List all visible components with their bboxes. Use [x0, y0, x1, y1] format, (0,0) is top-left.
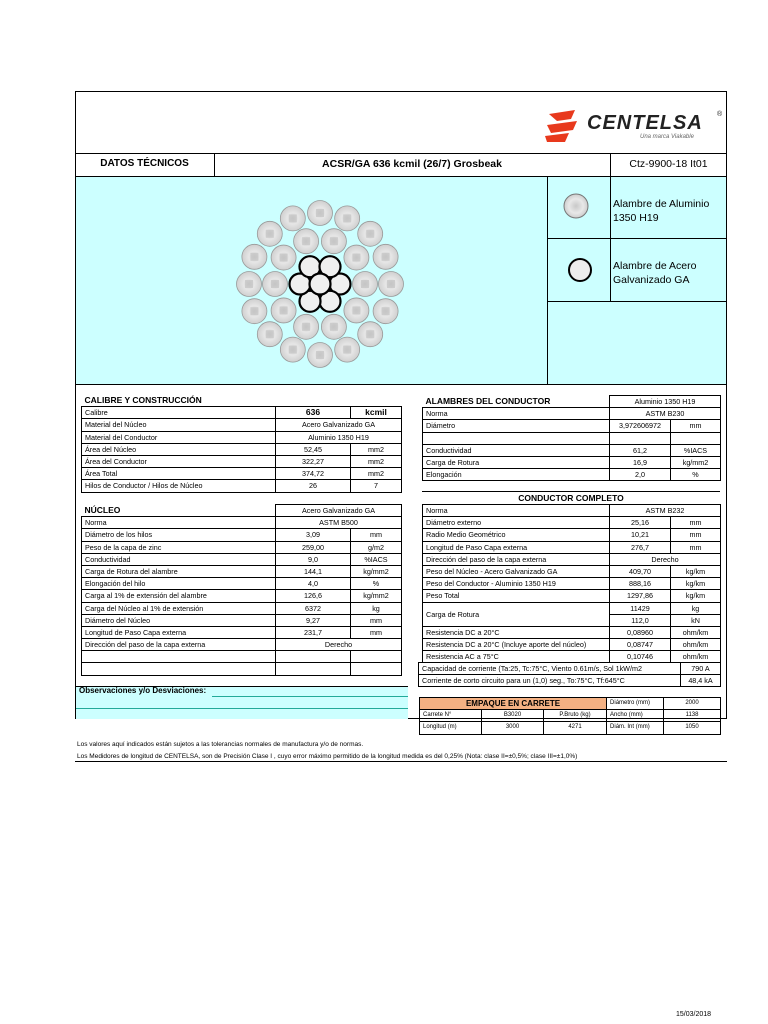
strand-highlight [366, 230, 374, 238]
alambres-value: ASTM B230 [610, 408, 721, 420]
calibre-value: 26 [276, 480, 351, 492]
completo-label: Peso del Conductor - Aluminio 1350 H19 [423, 578, 610, 590]
calibre-row [82, 468, 402, 480]
completo-row [423, 553, 721, 565]
completo-unit: mm [671, 529, 721, 541]
calibre-value: Aluminio 1350 H19 [276, 431, 402, 443]
calibre-label: Hilos de Conductor / Hilos de Núcleo [82, 480, 276, 492]
nucleo-row [82, 553, 402, 565]
completo-label: Diámetro externo [423, 517, 610, 529]
nucleo-value: 144,1 [276, 565, 351, 577]
nucleo-label: Norma [82, 517, 276, 529]
steel-strand [310, 274, 331, 295]
completo-label: Resistencia AC a 75°C [423, 651, 610, 663]
short-circuit-label: Corriente de corto circuito para un (1,0) seg., To:75°C, Tf:645°C [419, 675, 681, 687]
alambres-label: Conductividad [423, 444, 610, 456]
completo-value: 25,16 [610, 517, 671, 529]
empaque-diameter-value: 2000 [664, 698, 721, 710]
nucleo-label: Carga de Rotura del alambre [82, 565, 276, 577]
nucleo-row [82, 565, 402, 577]
legend-steel: Alambre de Acero Galvanizado GA [613, 260, 697, 286]
empaque-table [419, 697, 721, 735]
completo-label: Dirección del paso de la capa externa [423, 553, 610, 565]
completo-label: Norma [423, 505, 610, 517]
completo-label: Peso del Núcleo - Acero Galvanizado GA [423, 565, 610, 577]
product-title: ACSR/GA 636 kcmil (26/7) Grosbeak [322, 158, 502, 170]
nucleo-label: Dirección del paso de la capa externa [82, 639, 276, 651]
completo-title: CONDUCTOR COMPLETO [422, 491, 720, 504]
nucleo-title: NÚCLEO [82, 505, 276, 517]
observaciones-label: Observaciones y/o Desviaciones: [79, 686, 207, 695]
capacity-label: Capacidad de corriente (Ta:25, Tc:75°C, Viento 0.61m/s, Sol 1kW/m2 [419, 663, 681, 675]
alambres-label [423, 432, 610, 444]
calibre-value: 636 [276, 407, 351, 419]
completo-label: Resistencia DC a 20°C (Incluye aporte del núcleo) [423, 639, 610, 651]
strand-highlight [387, 280, 395, 288]
section-title: DATOS TÉCNICOS [100, 158, 189, 169]
completo-value: Derecho [610, 553, 721, 565]
brand-name: CENTELSA [587, 112, 703, 134]
alambres-row [423, 469, 721, 481]
completo-unit: mm [671, 541, 721, 553]
completo-value: 409,70 [610, 565, 671, 577]
brand-registered-mark: ® [717, 111, 723, 118]
calibre-value: 322,27 [276, 455, 351, 467]
completo-value: 1297,86 [610, 590, 671, 602]
strand-highlight [382, 253, 390, 261]
calibre-unit: 7 [351, 480, 402, 492]
nucleo-label: Carga del Núcleo al 1% de extensión [82, 602, 276, 614]
nucleo-value: 126,6 [276, 590, 351, 602]
nucleo-row [82, 602, 402, 614]
empaque-inner-diameter-label: Diám. Int (mm) [607, 722, 664, 734]
calibre-row [82, 480, 402, 492]
completo-unit: mm [671, 517, 721, 529]
alambres-unit [671, 432, 721, 444]
nucleo-label: Conductividad [82, 553, 276, 565]
strand-highlight [366, 330, 374, 338]
strand-highlight [250, 253, 258, 261]
completo-value: 0,08960 [610, 626, 671, 638]
brand-tagline: Una marca Viakable [640, 134, 694, 140]
empaque-width-label: Ancho (mm) [607, 710, 664, 722]
centelsa-logo [543, 106, 723, 146]
completo-label: Resistencia DC a 20°C [423, 626, 610, 638]
completo-value: 112,0 [610, 614, 671, 626]
calibre-label: Calibre [82, 407, 276, 419]
nucleo-unit: %IACS [351, 553, 402, 565]
nucleo-label: Carga al 1% de extensión del alambre [82, 590, 276, 602]
nucleo-table [81, 504, 402, 676]
strand-highlight [352, 306, 360, 314]
alambres-unit: % [671, 469, 721, 481]
steel-wire-icon [567, 257, 593, 283]
nucleo-label: Diámetro de los hilos [82, 529, 276, 541]
completo-unit: kg/km [671, 578, 721, 590]
nucleo-row [82, 614, 402, 626]
nucleo-row [82, 529, 402, 541]
peso-bruto-label: P.Bruto (kg) [544, 710, 607, 722]
nucleo-unit: g/m2 [351, 541, 402, 553]
calibre-label: Material del Núcleo [82, 419, 276, 431]
calibre-row [82, 419, 402, 431]
footer-date: 15/03/2018 [676, 1011, 712, 1018]
strand-highlight [250, 307, 258, 315]
calibre-label: Área Total [82, 468, 276, 480]
strand-highlight [245, 280, 253, 288]
nucleo-label: Diámetro del Núcleo [82, 614, 276, 626]
alambres-label: Carga de Rotura [423, 456, 610, 468]
nucleo-value: 4,0 [276, 578, 351, 590]
nucleo-label: Longitud de Paso Capa externa [82, 626, 276, 638]
nucleo-label: Elongación del hilo [82, 578, 276, 590]
completo-row [423, 626, 721, 638]
strand-highlight [343, 346, 351, 354]
alambres-row [423, 432, 721, 444]
peso-bruto-value: 4271 [544, 722, 607, 734]
calibre-unit: mm2 [351, 455, 402, 467]
nucleo-unit: kg [351, 602, 402, 614]
strand-highlight [343, 214, 351, 222]
nucleo-label: Peso de la capa de zinc [82, 541, 276, 553]
completo-unit: kg [671, 602, 721, 614]
completo-value: 11429 [610, 602, 671, 614]
short-circuit-value: 48,4 kA [681, 675, 721, 687]
alambres-value [610, 432, 671, 444]
completo-row [423, 565, 721, 577]
conductor-cross-section [230, 196, 415, 381]
nucleo-row [82, 590, 402, 602]
completo-row [423, 602, 721, 614]
longitud-label: Longitud (m) [420, 722, 482, 734]
strand-highlight [382, 307, 390, 315]
calibre-label: Área del Conductor [82, 455, 276, 467]
completo-unit: ohm/km [671, 651, 721, 663]
strand-highlight [280, 254, 288, 262]
nucleo-unit: mm [351, 626, 402, 638]
nucleo-row [82, 517, 402, 529]
completo-unit: kg/km [671, 565, 721, 577]
alambres-unit: %IACS [671, 444, 721, 456]
calibre-row [82, 431, 402, 443]
alambres-row [423, 420, 721, 432]
alambres-value: 61,2 [610, 444, 671, 456]
logo-icon [543, 108, 583, 144]
completo-value: 0,08747 [610, 639, 671, 651]
strand-highlight [352, 254, 360, 262]
completo-row [423, 529, 721, 541]
strand-highlight [302, 323, 310, 331]
completo-row [423, 541, 721, 553]
strand-highlight [271, 280, 279, 288]
calibre-value: 374,72 [276, 468, 351, 480]
completo-label: Carga de Rotura [423, 602, 610, 626]
calibre-label: Área del Núcleo [82, 443, 276, 455]
calibre-unit: kcmil [351, 407, 402, 419]
nucleo-value: 231,7 [276, 626, 351, 638]
calibre-row [82, 443, 402, 455]
document-code: Ctz-9900-18 It01 [629, 158, 708, 170]
carrete-value: B3020 [482, 710, 544, 722]
alambres-value: 3,972606972 [610, 420, 671, 432]
calibre-value: 52,45 [276, 443, 351, 455]
completo-value: 0,10746 [610, 651, 671, 663]
longitud-value: 3000 [482, 722, 544, 734]
strand-highlight [302, 237, 310, 245]
completo-unit: ohm/km [671, 639, 721, 651]
completo-label: Radio Medio Geométrico [423, 529, 610, 541]
alambres-label: Norma [423, 408, 610, 420]
alambres-unit: mm [671, 420, 721, 432]
nucleo-row [82, 578, 402, 590]
completo-value: ASTM B232 [610, 505, 721, 517]
nucleo-row [82, 626, 402, 638]
calibre-table [81, 395, 402, 493]
completo-label: Longitud de Paso Capa externa [423, 541, 610, 553]
alambres-material: Aluminio 1350 H19 [610, 396, 721, 408]
completo-value: 888,16 [610, 578, 671, 590]
completo-unit: ohm/km [671, 626, 721, 638]
completo-label: Peso Total [423, 590, 610, 602]
strand-highlight [266, 230, 274, 238]
strand-highlight [330, 323, 338, 331]
nucleo-value: ASTM B500 [276, 517, 402, 529]
aluminum-wire-icon [563, 193, 589, 219]
legend-aluminum: Alambre de Aluminio 1350 H19 [613, 198, 710, 224]
nucleo-material: Acero Galvanizado GA [276, 505, 402, 517]
strand-highlight [316, 209, 324, 217]
completo-row [423, 505, 721, 517]
nucleo-value: 259,00 [276, 541, 351, 553]
completo-table [422, 504, 721, 663]
empaque-width-value: 1138 [664, 710, 721, 722]
nucleo-value: 3,09 [276, 529, 351, 541]
completo-unit: kg/km [671, 590, 721, 602]
nucleo-unit: mm [351, 614, 402, 626]
alambres-value: 16,9 [610, 456, 671, 468]
nucleo-value: 9,0 [276, 553, 351, 565]
alambres-row [423, 444, 721, 456]
nucleo-unit: mm [351, 529, 402, 541]
strand-highlight [330, 237, 338, 245]
alambres-row [423, 408, 721, 420]
calibre-row [82, 407, 402, 419]
completo-row [423, 578, 721, 590]
strand-highlight [289, 214, 297, 222]
calibre-unit: mm2 [351, 443, 402, 455]
completo-row [423, 590, 721, 602]
empaque-title: EMPAQUE EN CARRETE [420, 698, 607, 710]
capacity-value: 790 A [681, 663, 721, 675]
calibre-value: Acero Galvanizado GA [276, 419, 402, 431]
calibre-title: CALIBRE Y CONSTRUCCIÓN [82, 395, 402, 407]
calibre-unit: mm2 [351, 468, 402, 480]
calibre-label: Material del Conductor [82, 431, 276, 443]
strand-highlight [280, 306, 288, 314]
nucleo-value: 6372 [276, 602, 351, 614]
empaque-diameter-label: Diámetro (mm) [607, 698, 664, 710]
alambres-label: Elongación [423, 469, 610, 481]
footer-note-1: Los valores aquí indicados están sujetos a las tolerancias normales de manufactura y/o de normas. [77, 741, 364, 748]
strand-highlight [361, 280, 369, 288]
alambres-title: ALAMBRES DEL CONDUCTOR [423, 396, 610, 408]
alambres-table [422, 395, 721, 481]
alambres-label: Diámetro [423, 420, 610, 432]
nucleo-row [82, 541, 402, 553]
alambres-row [423, 456, 721, 468]
completo-extra-table [418, 662, 721, 687]
completo-value: 276,7 [610, 541, 671, 553]
nucleo-unit: % [351, 578, 402, 590]
completo-value: 10,21 [610, 529, 671, 541]
nucleo-unit: kg/mm2 [351, 565, 402, 577]
completo-row [423, 517, 721, 529]
footer-note-2: Los Medidores de longitud de CENTELSA, son de Precisión Clase I , cuyo error máximo permitido de la longitud medida es del 0,25% (Nota: clase II=±0,5%; clase III=±1,0%) [77, 753, 578, 760]
empaque-inner-diameter-value: 1050 [664, 722, 721, 734]
calibre-row [82, 455, 402, 467]
alambres-value: 2,0 [610, 469, 671, 481]
alambres-unit: kg/mm2 [671, 456, 721, 468]
strand-highlight [316, 351, 324, 359]
completo-unit: kN [671, 614, 721, 626]
carrete-label: Carrete N° [420, 710, 482, 722]
nucleo-value: 9,27 [276, 614, 351, 626]
nucleo-row [82, 639, 402, 651]
nucleo-unit: kg/mm2 [351, 590, 402, 602]
nucleo-value: Derecho [276, 639, 402, 651]
strand-highlight [289, 346, 297, 354]
completo-row [423, 639, 721, 651]
strand-highlight [266, 330, 274, 338]
